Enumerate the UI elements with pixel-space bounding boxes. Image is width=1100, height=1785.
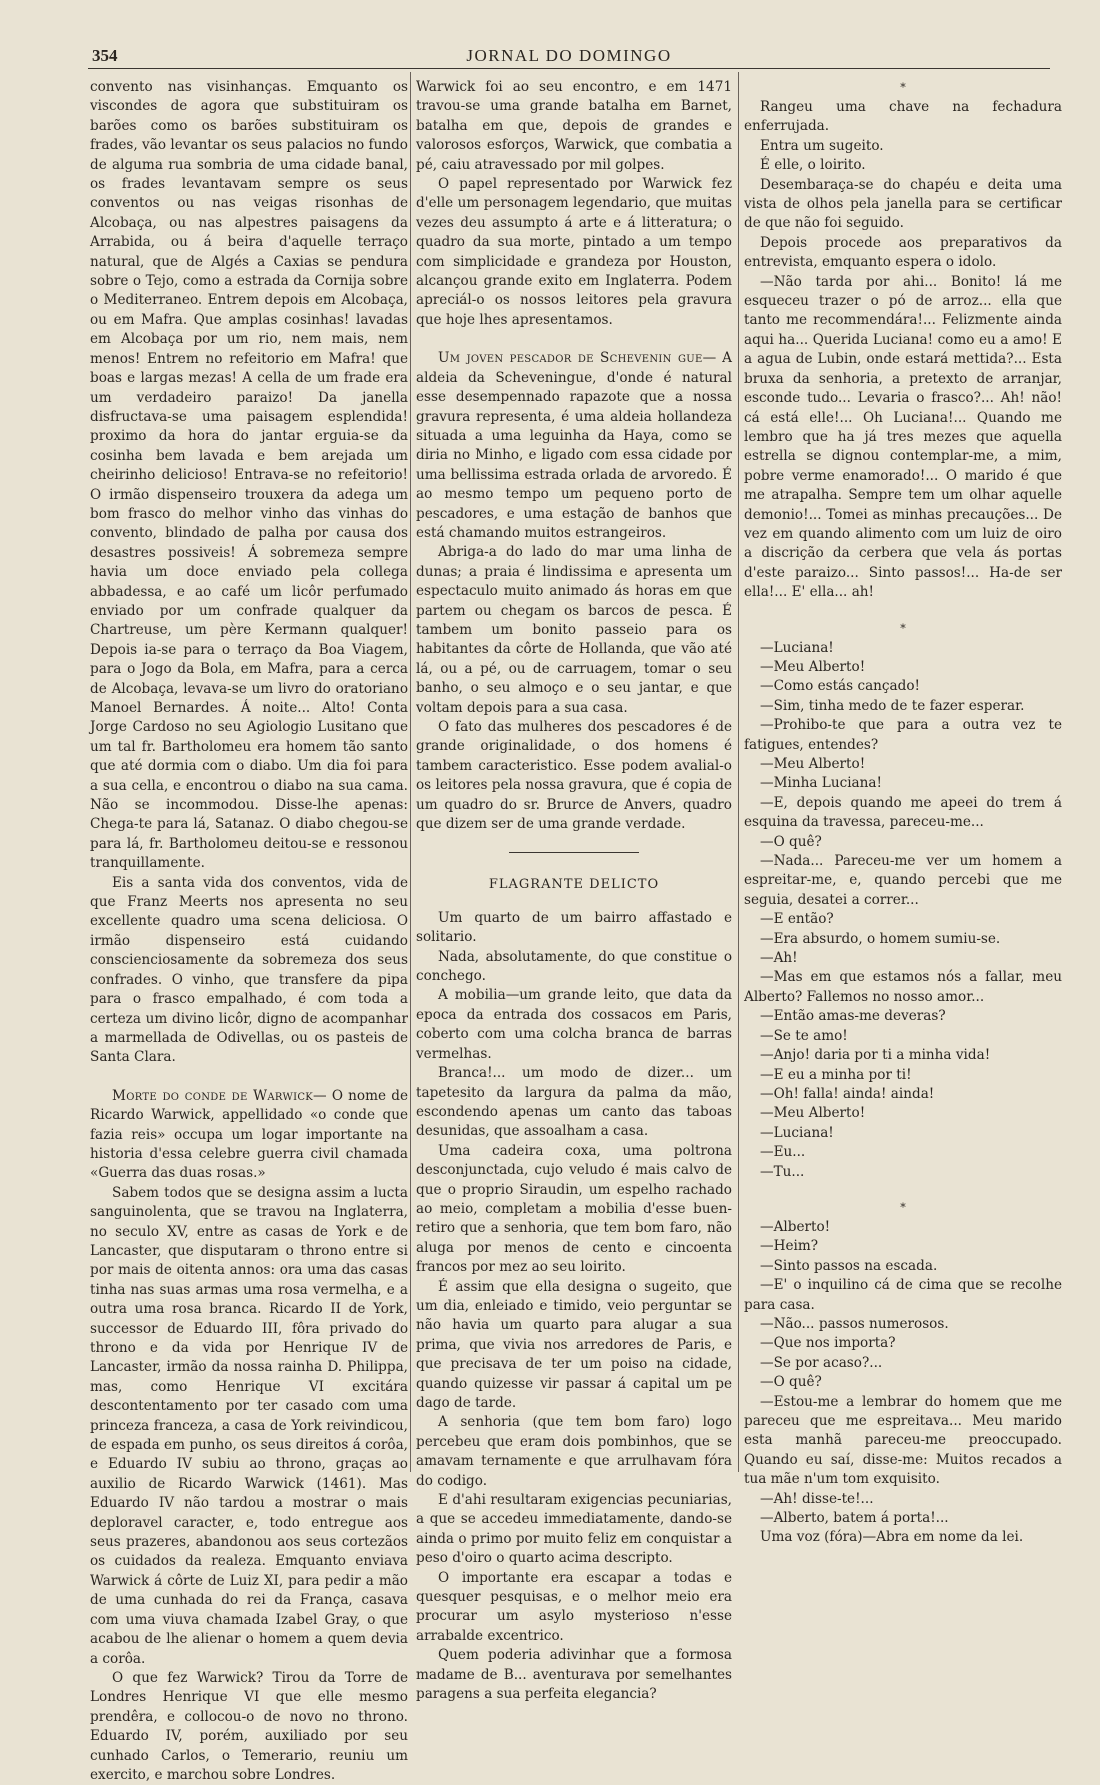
dialogue-line: —Sinto passos na escada.: [760, 1257, 938, 1274]
paragraph: É assim que ella designa o sugeito, que um dia, enleiado e timido, veio perguntar se não havia um quarto para alugar a sua prima, que vivia nos arredores de Paris, e que precisava de ter um poiso na cidade, quando quizesse vir passar á capital um pe dago de tarde.: [416, 1278, 732, 1411]
dialogue-line: —Tu...: [760, 1163, 805, 1180]
section-separator: [509, 852, 639, 853]
dialogue-line: —Alberto, batem á porta!...: [760, 1510, 949, 1527]
scene-break-star: *: [900, 621, 906, 635]
dialogue-line: Uma voz (fóra)—Abra em nome da lei.: [760, 1529, 1024, 1546]
article-title: FLAGRANTE DELICTO: [488, 877, 660, 893]
page-number: 354: [92, 46, 118, 65]
scene-break-star: *: [900, 81, 906, 94]
paragraph: Sabem todos que se designa assim a lucta sanguinolenta, que se travou na Inglaterra, no seculo XV, entre as casas de York e de Lancaster, que disputaram o throno entre si por mais de oitenta annos: ora uma das casas tinha nas suas armas uma rosa vermelha, e a outra uma rosa branca. Ricardo II de York, successor de Eduardo III, fôra privado do throno e da vida por Henrique IV de Lancaster, irmão da nossa rainha D. Philippa, mas, como Henrique VI excitára descontentamento por ter casado com uma princeza franceza, a casa de York reivindicou, de espada em punho, os seus direitos á corôa, e Eduardo IV subiu ao throno, graças ao auxilio de Ricardo Warwick (1461). Mas Eduardo IV não tardou a mostrar o mais deploravel caracter, e, todo entregue aos seus prazeres, abandonou aos seus cortezãos os cuidados da realeza. Emquanto enviava Warwick á côrte de Luiz XI, para pedir a mão de uma cunhada do rei da França, casava com uma viuva chamada Izabel Gray, o que acabou de lhe alienar o homem a quem devia a corôa.: [90, 1184, 408, 1667]
dialogue-line: —Não... passos numerosos.: [760, 1315, 949, 1332]
scene-break-star: *: [900, 1200, 906, 1214]
dialogue-line: —Sim, tinha medo de te fazer esperar.: [760, 697, 1025, 714]
dialogue-line: —Prohibo-te que para a outra vez te fatigues, entendes?: [744, 717, 1062, 753]
dialogue-line: —E, depois quando me apeei do trem á esquina da travessa, pareceu-me...: [744, 794, 1062, 831]
paragraph: O papel representado por Warwick fez d'elle um personagem legendario, que muitas vezes deu assumpto á arte e á litteratura; o quadro da sua morte, pintado a um tempo com simplicidade e grandeza por Houston, alcançou grande exito em Inglaterra. Podem apreciál-o os nossos leitores pela gravura que hoje lhes apresentamos.: [416, 176, 732, 328]
dialogue-line: É elle, o loirito.: [760, 157, 866, 174]
column-3: [744, 78, 1062, 1548]
dialogue-line: —Luciana!: [760, 1124, 834, 1141]
dialogue-block-3: [744, 1218, 1062, 1548]
paragraph: [90, 1087, 408, 1184]
dialogue-line: —Mas em que estamos nós a fallar, meu Alberto? Fallemos no nosso amor...: [744, 969, 1062, 1005]
dialogue-line: —Luciana!: [760, 639, 834, 656]
paragraph-text: — O nome de Ricardo Warwick, appellidado «o conde que fazia reis» occupa um logar importante na historia d'essa celebre guerra civil chamada «Guerra das duas rosas.»: [90, 1087, 409, 1182]
dialogue-line: —E' o inquilino cá de cima que se recolhe para casa.: [744, 1277, 1062, 1313]
dialogue-line: Rangeu uma chave na fechadura enferrujada.: [744, 99, 1062, 135]
dialogue-line: —O quê?: [760, 833, 822, 850]
dialogue-line: —Era absurdo, o homem sumiu-se.: [760, 930, 1001, 947]
section-heading: Morte do conde de Warwick: [112, 1087, 314, 1104]
journal-title: JORNAL DO DOMINGO: [466, 46, 672, 65]
paragraph: convento nas visinhanças. Emquanto os viscondes de agora que substituiram os barões como os barões substituiram os frades, vão levantar os seus palacios no fundo de alguma rua sombria de uma cidade banal, os frades levantavam sempre os seus conventos ou nas veigas risonhas de Alcobaça, ou nas alpestres paisagens da Arrabida, ou á beira d'aquelle terraço natural, que de Algés a Caxias se pendura sobre o Tejo, como a estrada da Cornija sobre o Mediterraneo. Entrem depois em Alcobaça, ou em Mafra. Que amplas cosinhas! lavadas em Alcobaça por um rio, nem mais, nem menos! Entrem no refeitorio em Mafra! que boas e largas mezas! A cella de um frade era um verdadeiro paraizo! Da janella disfructava-se uma paisagem esplendida! proximo da hora do jantar erguia-se da cosinha bem lavada e bem arejada um cheirinho delicioso! Entrava-se no refeitorio! O irmão dispenseiro trouxera da adega um bom frasco do melhor vinho das vinhas do convento, blindado de palha por causa dos desastres possiveis! Á sobremeza sempre havia um doce enviado pela collega abbadessa, e ao café um licôr perfumado enviado por um confrade qualquer da Chartreuse, um père Kermann qualquer! Depois ia-se para o terraço da Boa Viagem, para o Jogo da Bola, em Mafra, para a cerca de Alcobaça, levava-se um livro do oratoriano Manoel Bernardes. Á noite... Alto! Conta Jorge Cardoso no seu Agiologio Lusitano que um tal fr. Bartholomeu era homem tão santo que até dormia com o diabo. Um dia foi para a sua cella, e encontrou o diabo na sua cama. Não se incommodou. Disse-lhe apenas: Chega-te para lá, Satanaz. O diabo chegou-se para lá, fr. Bartholomeu deitou-se e ressonou tranquillamente.: [90, 79, 408, 872]
dialogue-line: —Nada... Pareceu-me ver um homem a espreitar-me, e, quando percebi que me seguia, desatei a correr...: [744, 853, 1062, 908]
paragraph: Warwick foi ao seu encontro, e em 1471 travou-se uma grande batalha em Barnet, batalha em que, depois de grandes e valorosos esforços, Warwick, que combatia a pé, caiu atravessado por mil golpes.: [416, 79, 732, 173]
dialogue-line: —Estou-me a lembrar do homem que me pareceu que me espreitava... Meu marido esta manhã pareceu-me preoccupado. Quando eu saí, disse-me: Muitos recados a tua mãe n'um tom exquisito.: [744, 1393, 1062, 1488]
paragraph: O importante era escapar a todas e quesquer pesquisas, e o melhor meio era procurar um asylo mysterioso n'esse arrabalde excentrico.: [416, 1569, 732, 1644]
dialogue-line: —Eu...: [760, 1144, 806, 1161]
paragraph: O fato das mulheres dos pescadores é de grande originalidade, o dos homens é tambem caracteristico. Esse podem avalial-o os leitores pela nossa gravura, que é copia de um quadro do sr. Brurce de Anvers, quadro que dizem ser de uma grande verdade.: [416, 719, 732, 833]
dialogue-line: —Oh! falla! ainda! ainda!: [760, 1085, 935, 1102]
paragraph: Um quarto de um bairro affastado e solitario.: [416, 909, 732, 946]
column-divider: [738, 72, 739, 1472]
dialogue-line: —Alberto!: [760, 1218, 831, 1235]
paragraph: O que fez Warwick? Tirou da Torre de Londres Henrique VI que elle mesmo prendêra, e collocou-o de novo no throno. Eduardo IV, porém, auxiliado por seu cunhado Carlos, o Temerario, reuniu um exercito, e marchou sobre Londres.: [90, 1669, 408, 1783]
spacer: [744, 603, 1062, 619]
dialogue-line: —Meu Alberto!: [760, 1105, 866, 1122]
dialogue-line: —Se te amo!: [760, 1027, 848, 1044]
column-2: [416, 78, 732, 1705]
dialogue-block-2: [744, 639, 1062, 1182]
dialogue-line: —O quê?: [760, 1374, 822, 1391]
dialogue-line: —E eu a minha por ti!: [760, 1066, 912, 1083]
dialogue-line: —E então?: [760, 911, 834, 928]
dialogue-line: —Anjo! daria por ti a minha vida!: [760, 1047, 991, 1064]
dialogue-line: —Heim?: [760, 1238, 819, 1255]
paragraph: Uma cadeira coxa, uma poltrona desconjunctada, cujo veludo é mais calvo de que o proprio Siraudin, um espelho rachado ao meio, completam a mobilia d'esse buen-retiro que a senhoria, que tem bom faro, não aluga por menos de cento e cincoenta francos por mez ao seu loirito.: [416, 1142, 732, 1276]
dialogue-line: Depois procede aos preparativos da entrevista, emquanto espera o idolo.: [744, 234, 1062, 271]
paragraph: [416, 349, 732, 543]
dialogue-line: Desembaraça-se do chapéu e deita uma vista de olhos pela janella para se certificar de que não foi seguido.: [744, 176, 1062, 232]
section-heading: Um joven pescador de Schevenin gue: [438, 350, 703, 367]
paragraph: Nada, absolutamente, do que constitue o conchego.: [416, 948, 732, 985]
paragraph: E d'ahi resultaram exigencias pecuniarias, a que se accedeu immediatamente, dando-se ainda o primo por muito feliz em conquistar a peso d'oiro o quarto acima descripto.: [416, 1492, 732, 1567]
paragraph: Branca!... um modo de dizer... um tapetesito da largura da palma da mão, escondendo apenas um canto das taboas desunidas, que assoalham a casa.: [416, 1065, 732, 1140]
dialogue-line: —Então amas-me deveras?: [760, 1008, 946, 1025]
dialogue-line: —Como estás cançado!: [760, 678, 920, 695]
paragraph: A mobilia—um grande leito, que data da epoca da entrada dos cossacos em Paris, coberto com uma colcha branca de barras vermelhas.: [416, 987, 732, 1062]
page-header: [88, 44, 1050, 69]
dialogue-line: —Ah!: [760, 950, 798, 967]
dialogue-line: Entra um sugeito.: [760, 137, 884, 154]
dialogue-line: —Se por acaso?...: [760, 1354, 883, 1371]
dialogue-line: —Meu Alberto!: [760, 658, 866, 675]
dialogue-line: —Meu Alberto!: [760, 756, 866, 772]
dialogue-line: —Que nos importa?: [760, 1335, 896, 1352]
dialogue-line: —Ah! disse-te!...: [760, 1490, 874, 1507]
paragraph: Abriga-a do lado do mar uma linha de dunas; a praia é lindissima e apresenta um espectaculo muito animado ás horas em que partem ou chegam os barcos de pesca. É tambem um bonito passeio para os habitantes da côrte de Hollanda, que vão até lá, ou a pé, ou de carruagem, tomar o seu banho, o seu almoço e o seu jantar, e que voltam depois para a sua casa.: [416, 544, 732, 716]
paragraph: A senhoria (que tem bom faro) logo percebeu que eram dois pombinhos, que se amavam ternamente e que arrulhavam fóra do codigo.: [416, 1414, 732, 1489]
spacer: [744, 1182, 1062, 1198]
dialogue-block-1: [744, 98, 1062, 603]
column-divider: [410, 72, 411, 1472]
paragraph-text: — A aldeia da Scheveningue, d'onde é natural esse desempennado rapazote que a nossa gravura representa, é uma aldeia hollandeza situada a uma leguinha da Haya, como se diria no Minho, e ligado com essa cidade por uma bellissima estrada orlada de arvoredo. É ao mesmo tempo um pequeno porto de pescadores, e uma estação de banhos que está chamando muitos estrangeiros.: [416, 350, 733, 541]
column-1: [90, 78, 408, 1785]
paragraph: Eis a santa vida dos conventos, vida de que Franz Meerts nos apresenta no seu excellente quadro uma scena deliciosa. O irmão dispenseiro está cuidando conscienciosamente da sobremeza dos seus confrades. O vinho, que transfere da pipa para o frasco empalhado, é com toda a certeza um divino licôr, digno de acompanhar a marmellada de Odivellas, ou os pasteis de Santa Clara.: [90, 874, 408, 1066]
dialogue-line: —Não tarda por ahi... Bonito! lá me esqueceu trazer o pó de arroz... ella que tanto me recommendára!... Felizmente ainda aqui ha... Querida Luciana! como eu a amo! E a agua de Lubin, onde estará mettida?... Esta bruxa da senhoria, a pretexto de arranjar, esconde tudo... Levaria o frasco?... Ah! não! cá está elle!... Oh Luciana!... Quando me lembro que ha já tres mezes que aquella estrella se dignou contemplar-me, a mim, pobre verme enamorado!... O marido é que me atrapalha. Sempre tem um olhar aquelle demonio!... Tomei as minhas precauções... De vez em quando alimento com um luiz de oiro a discrição da cerbera que vela ás portas d'este paraizo... Sinto passos!... Ha-de ser ella!... E' ella... ah!: [744, 273, 1062, 601]
dialogue-line: —Minha Luciana!: [760, 775, 882, 792]
paragraph: Quem poderia adivinhar que a formosa madame de B... aventurava por semelhantes paragens a sua perfeita elegancia?: [416, 1647, 732, 1703]
